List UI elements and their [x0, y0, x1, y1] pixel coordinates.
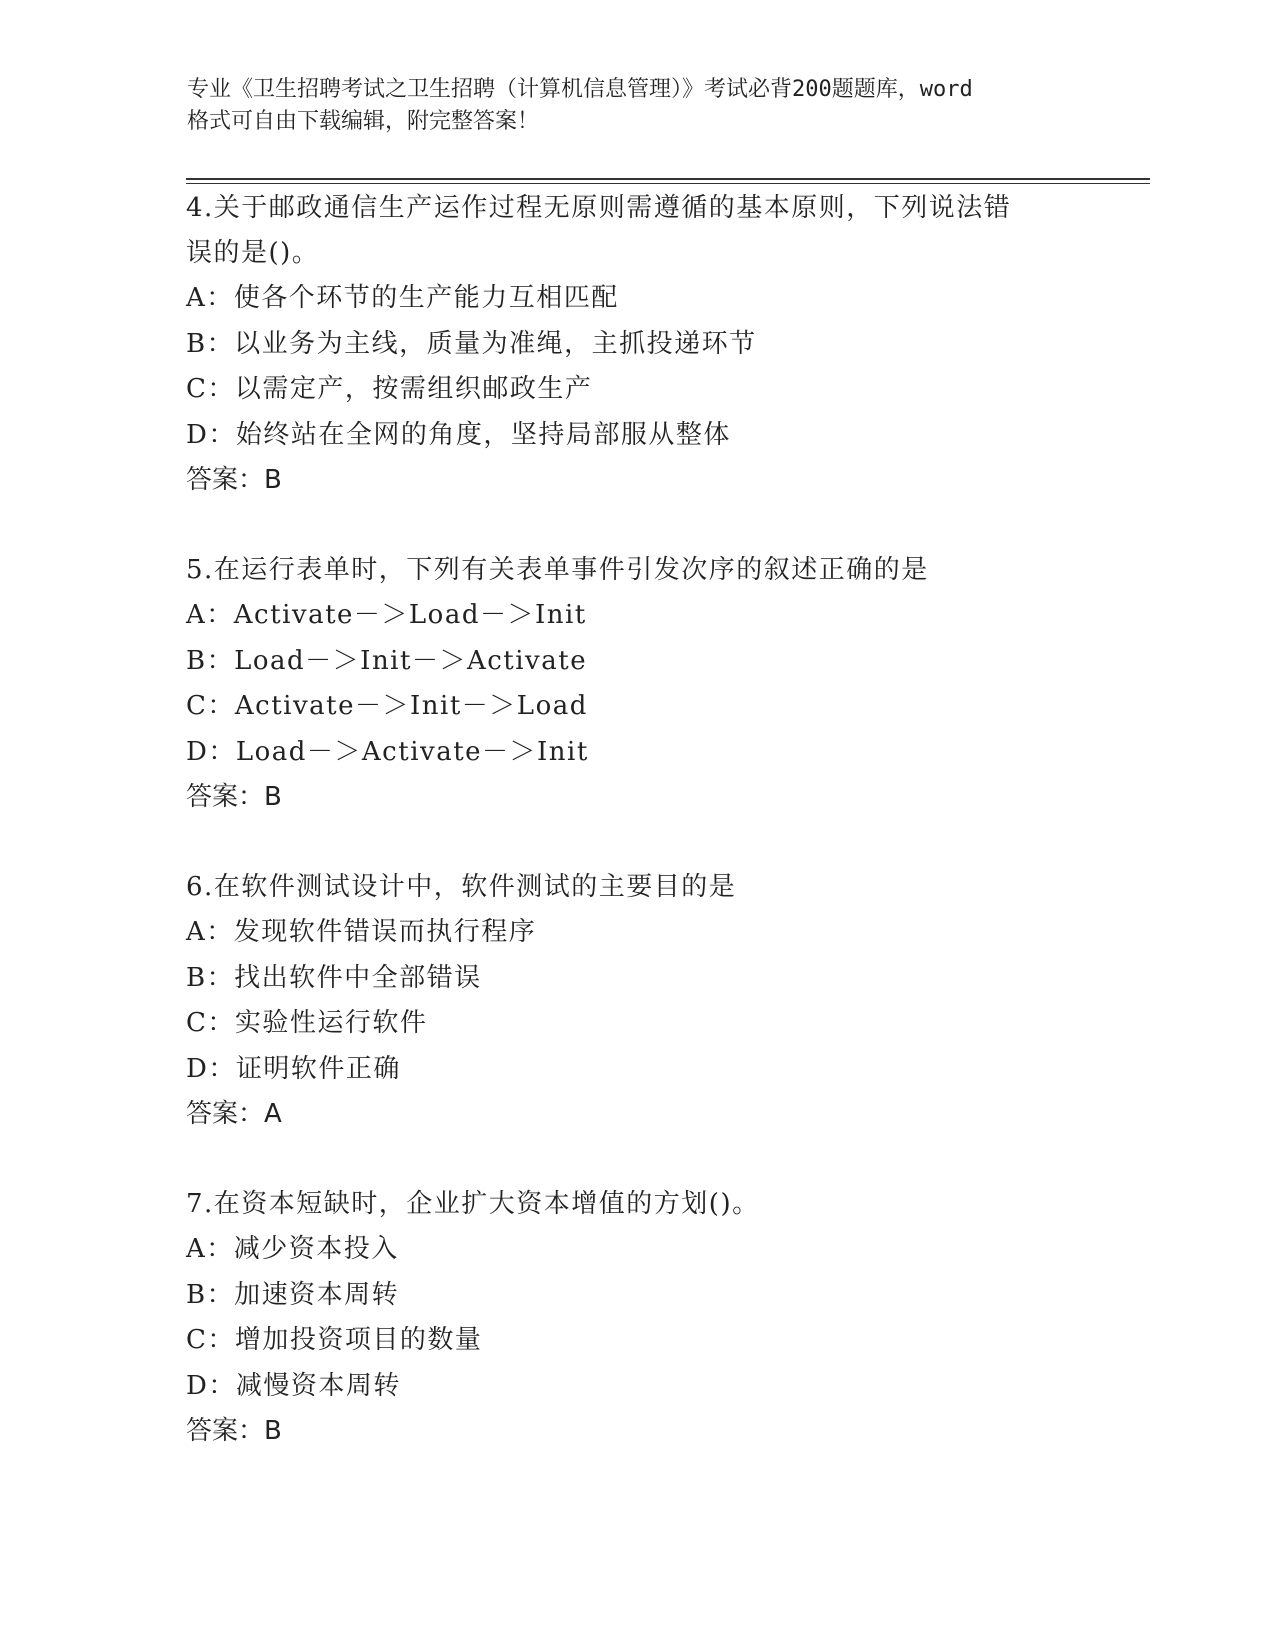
answer: 答案：A — [186, 1099, 282, 1129]
option-d: D：减慢资本周转 — [186, 1370, 401, 1401]
question-spacer — [186, 1137, 1146, 1182]
answer: 答案：B — [186, 465, 282, 495]
question-stem: 4.关于邮政通信生产运作过程无原则需遵循的基本原则，下列说法错 — [186, 193, 1012, 223]
question-6 — [186, 865, 1146, 1137]
option-b: B：加速资本周转 — [186, 1279, 400, 1310]
answer: 答案：B — [186, 782, 282, 812]
question-spacer — [186, 503, 1146, 548]
option-c: C：Activate－＞Init－＞Load — [186, 691, 588, 721]
question-5 — [186, 548, 1146, 820]
option-d: D：证明软件正确 — [186, 1053, 401, 1084]
question-4 — [186, 186, 1146, 503]
option-c: C：增加投资项目的数量 — [186, 1325, 483, 1355]
question-stem: 7.在资本短缺时，企业扩大资本增值的方划()。 — [186, 1189, 760, 1219]
question-list — [186, 186, 1146, 1454]
option-b: B：以业务为主线，质量为准绳，主抓投递环节 — [186, 328, 757, 359]
option-a: A：减少资本投入 — [186, 1234, 399, 1264]
option-b: B：找出软件中全部错误 — [186, 962, 482, 993]
option-b: B：Load－＞Init－＞Activate — [186, 645, 588, 676]
option-d: D：Load－＞Activate－＞Init — [186, 736, 589, 767]
option-d: D：始终站在全网的角度，坚持局部服从整体 — [186, 419, 731, 450]
option-a: A：Activate－＞Load－＞Init — [186, 600, 587, 630]
document-header — [187, 74, 1087, 138]
question-stem: 6.在软件测试设计中，软件测试的主要目的是 — [186, 872, 737, 902]
question-stem-continuation: 误的是()。 — [186, 238, 320, 268]
question-stem: 5.在运行表单时，下列有关表单事件引发次序的叙述正确的是 — [186, 555, 929, 585]
header-divider-thick — [186, 178, 1150, 180]
option-c: C：实验性运行软件 — [186, 1008, 428, 1038]
question-spacer — [186, 820, 1146, 865]
option-a: A：使各个环节的生产能力互相匹配 — [186, 283, 619, 313]
header-line-2: 格式可自由下载编辑，附完整答案！ — [187, 109, 540, 134]
option-a: A：发现软件错误而执行程序 — [186, 917, 537, 947]
option-c: C：以需定产，按需组织邮政生产 — [186, 374, 593, 404]
header-divider-thin — [186, 183, 1150, 184]
answer: 答案：B — [186, 1416, 282, 1446]
question-7 — [186, 1182, 1146, 1454]
header-line-1: 专业《卫生招聘考试之卫生招聘（计算机信息管理）》考试必背200题题库，word — [187, 77, 973, 102]
